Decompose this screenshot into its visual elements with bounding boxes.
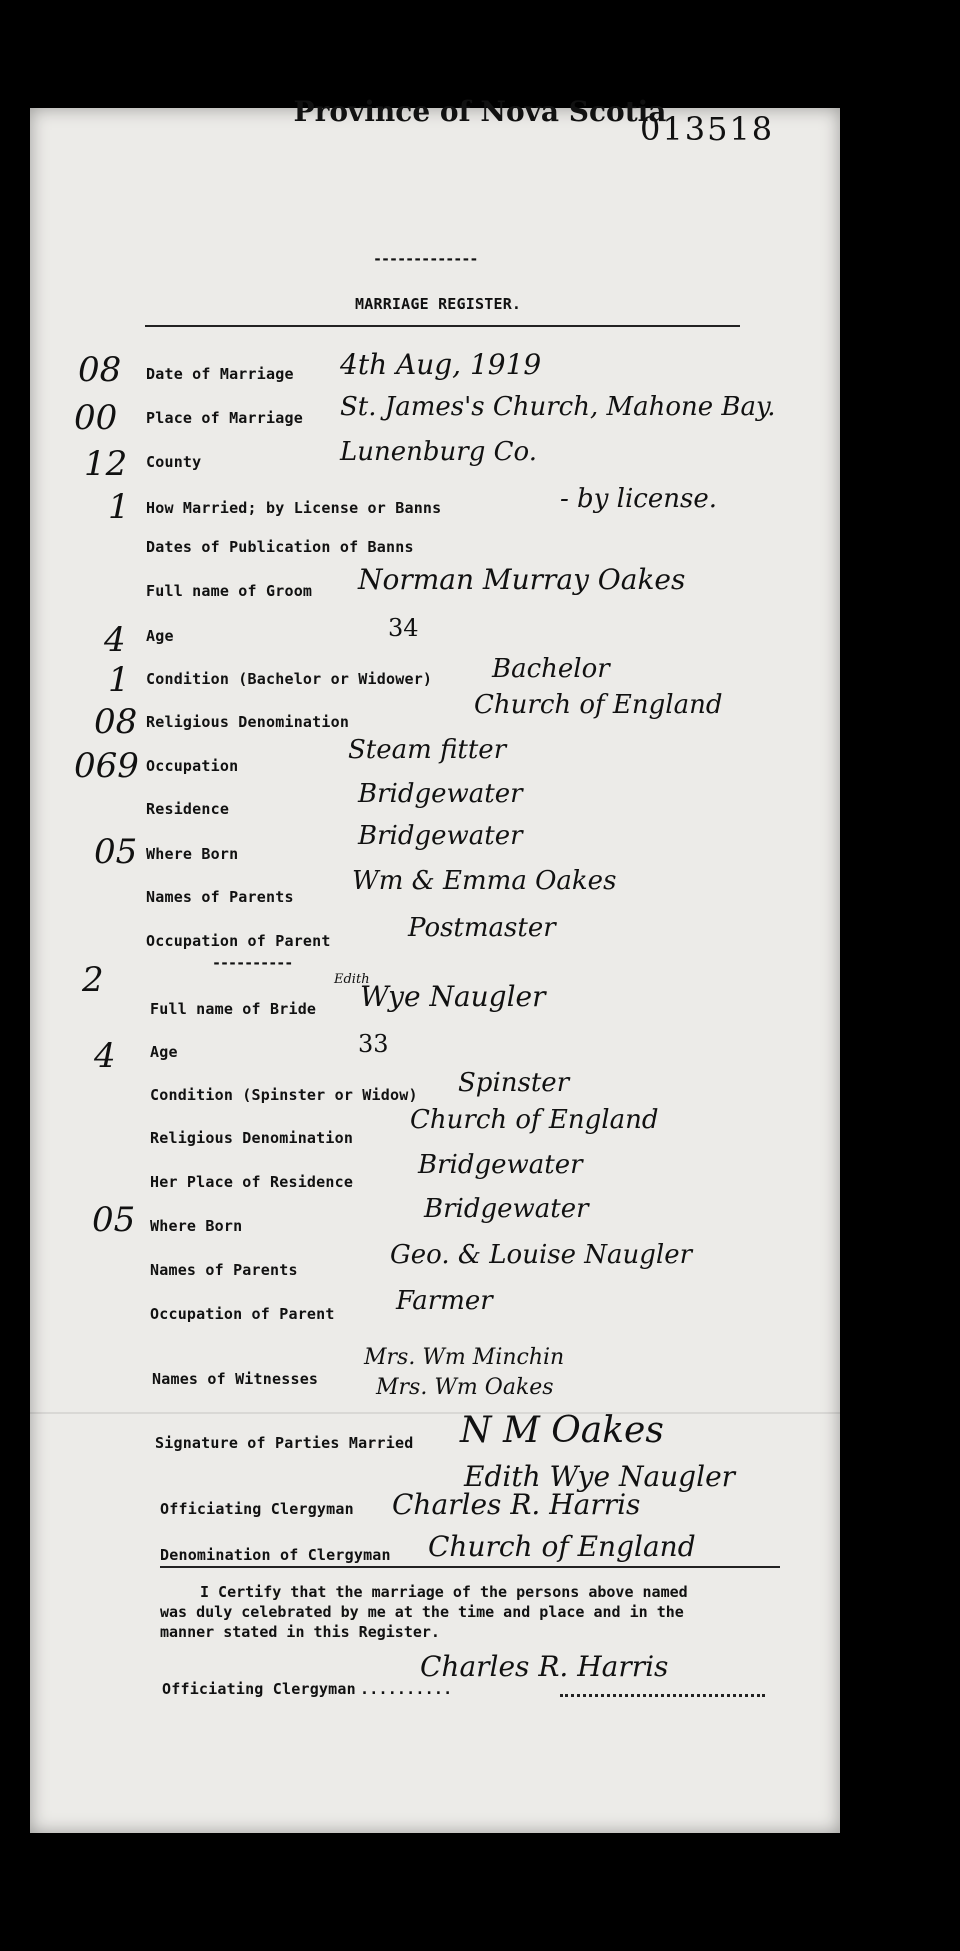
field-label: Where Born xyxy=(150,1217,243,1235)
field-value: Wm & Emma Oakes xyxy=(352,866,617,896)
field-value: Wye Naugler xyxy=(360,980,546,1013)
field-value: Geo. & Louise Naugler xyxy=(390,1240,693,1270)
field-label: Residence xyxy=(146,800,230,818)
field-label: Age xyxy=(150,1043,178,1061)
field-label: County xyxy=(146,453,202,471)
field-code: 08 xyxy=(78,350,122,390)
witness-1: Mrs. Wm Minchin xyxy=(364,1345,565,1370)
certificate-line: was duly celebrated by me at the time and place and in the xyxy=(160,1603,684,1621)
witness-2: Mrs. Wm Oakes xyxy=(376,1375,554,1400)
field-value: Spinster xyxy=(458,1068,570,1098)
field-code: 1 xyxy=(108,660,130,700)
certificate-signature: Charles R. Harris xyxy=(420,1650,669,1683)
field-label: Age xyxy=(146,627,174,645)
field-code: 00 xyxy=(74,398,118,438)
header-rule xyxy=(145,325,740,327)
field-value-prefix: Edith xyxy=(334,972,370,987)
field-value: Bridgewater xyxy=(358,821,523,851)
field-value: St. James's Church, Mahone Bay. xyxy=(340,392,776,422)
field-value: Bridgewater xyxy=(358,779,523,809)
field-code: 069 xyxy=(74,746,139,786)
clergyman-label: Officiating Clergyman xyxy=(160,1500,354,1518)
field-label: Religious Denomination xyxy=(146,713,350,731)
field-value: Church of England xyxy=(474,690,723,720)
field-value: 34 xyxy=(388,614,419,642)
field-label: Dates of Publication of Banns xyxy=(146,538,414,556)
certificate-text xyxy=(160,1582,780,1642)
field-label: Occupation xyxy=(146,757,239,775)
field-value: Bridgewater xyxy=(418,1150,583,1180)
field-label: Names of Parents xyxy=(150,1261,298,1279)
field-label: Condition (Bachelor or Widower) xyxy=(146,670,433,688)
certificate-line: I Certify that the marriage of the persons above named xyxy=(200,1583,688,1601)
field-label: Names of Parents xyxy=(146,888,294,906)
field-value: 4th Aug, 1919 xyxy=(340,348,542,381)
field-label: Where Born xyxy=(146,845,239,863)
field-value: - by license. xyxy=(560,484,717,514)
field-label: Condition (Spinster or Widow) xyxy=(150,1086,418,1104)
field-label: Occupation of Parent xyxy=(150,1305,335,1323)
field-value: Bachelor xyxy=(492,654,610,684)
signatures-label: Signature of Parties Married xyxy=(155,1434,414,1452)
field-label: Her Place of Residence xyxy=(150,1173,354,1191)
field-label: Date of Marriage xyxy=(146,365,294,383)
bride-section-divider: ---------- xyxy=(212,954,293,972)
document-title: Province of Nova Scotia xyxy=(293,95,667,128)
field-value: Church of England xyxy=(410,1105,659,1135)
clergyman-value: Charles R. Harris xyxy=(392,1488,641,1521)
field-label: Occupation of Parent xyxy=(146,932,331,950)
field-label: Religious Denomination xyxy=(150,1129,354,1147)
witnesses-label: Names of Witnesses xyxy=(152,1370,319,1388)
bride-signature: Edith Wye Naugler xyxy=(464,1460,736,1493)
title-divider: ------------- xyxy=(373,250,478,268)
record-number: 013518 xyxy=(640,110,775,148)
signature-dotted-line xyxy=(560,1694,765,1697)
field-value: Postmaster xyxy=(408,913,556,943)
field-value: Farmer xyxy=(396,1286,493,1316)
field-code: 05 xyxy=(92,1200,136,1240)
clergy-denomination-value: Church of England xyxy=(428,1530,696,1563)
field-code: 08 xyxy=(94,702,138,742)
field-label: Full name of Groom xyxy=(146,582,313,600)
clergy-denomination-label: Denomination of Clergyman xyxy=(160,1546,391,1564)
field-value: 33 xyxy=(358,1030,389,1058)
field-code: 4 xyxy=(94,1036,116,1076)
register-subtitle: MARRIAGE REGISTER. xyxy=(355,295,522,313)
field-code: 2 xyxy=(82,960,104,1000)
field-label: Full name of Bride xyxy=(150,1000,317,1018)
certificate-sign-label: Officiating Clergyman xyxy=(162,1680,356,1698)
field-label: How Married; by License or Banns xyxy=(146,499,442,517)
field-label: Place of Marriage xyxy=(146,409,303,427)
groom-signature: N M Oakes xyxy=(460,1410,664,1451)
field-code: 12 xyxy=(84,444,128,484)
field-value: Steam fitter xyxy=(348,735,507,765)
certificate-line: manner stated in this Register. xyxy=(160,1623,440,1641)
field-value: Lunenburg Co. xyxy=(340,437,537,467)
denomination-underline xyxy=(160,1566,780,1568)
field-value: Norman Murray Oakes xyxy=(358,563,686,596)
field-code: 05 xyxy=(94,832,138,872)
field-code: 1 xyxy=(108,487,130,527)
signature-dots: .......... xyxy=(360,1680,453,1698)
field-code: 4 xyxy=(104,620,126,660)
field-value: Bridgewater xyxy=(424,1194,589,1224)
paper-fold xyxy=(30,1412,840,1414)
